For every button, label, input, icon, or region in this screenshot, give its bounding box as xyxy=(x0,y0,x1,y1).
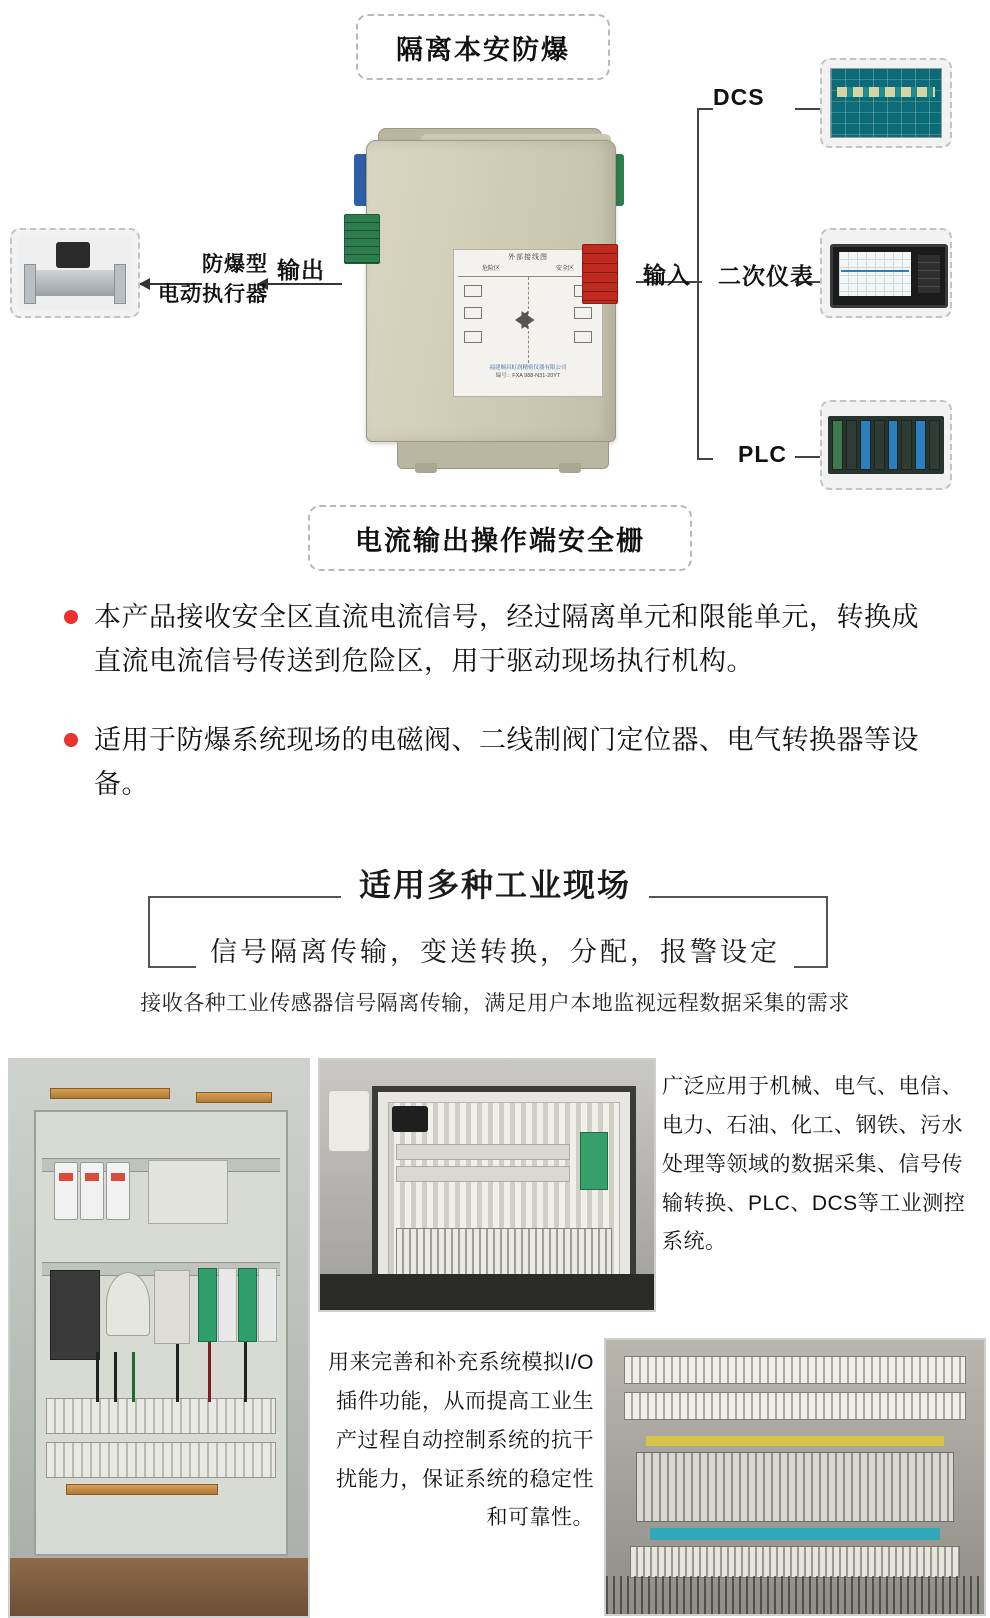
label-plc: PLC xyxy=(738,441,787,467)
bullet-item xyxy=(0,596,990,683)
wiring-schematic xyxy=(458,276,598,363)
schematic-box-1 xyxy=(464,285,482,297)
photo-junction-box xyxy=(318,1058,656,1312)
paperless-recorder-icon xyxy=(820,228,952,318)
schematic-box-5 xyxy=(574,307,592,319)
device-shell xyxy=(366,140,616,442)
wiring-label-code: 编号：FXA 988-N31-20YT xyxy=(495,372,561,379)
right-bracket xyxy=(697,108,713,460)
product-diagram xyxy=(0,0,990,590)
label-input: 输入 xyxy=(643,262,691,288)
output-terminal-block xyxy=(344,214,380,264)
input-terminal-block xyxy=(582,244,618,304)
device-foot-right xyxy=(559,463,581,473)
photo-control-cabinet xyxy=(8,1058,310,1618)
section-title: 适用多种工业现场 xyxy=(341,860,649,906)
product-name-pill: 电流输出操作端安全栅 xyxy=(308,505,692,571)
caption-middle: 用来完善和补充系统模拟I/O插件功能，从而提高工业生产过程自动控制系统的抗干扰能力，保证系统的稳定性和可靠性。 xyxy=(327,1351,594,1530)
device-foot-left xyxy=(415,463,437,473)
wiring-label-company: 福建顺昌虹润精密仪器有限公司 xyxy=(489,364,567,371)
title-pill: 隔离本安防爆 xyxy=(356,14,610,80)
bullet-dot-icon xyxy=(64,610,78,624)
label-output: 输出 xyxy=(277,257,325,283)
wiring-zone-hazard: 危险区 xyxy=(481,266,500,273)
explosion-proof-actuator-icon xyxy=(10,228,140,318)
photo-gallery xyxy=(0,1046,990,1618)
bullet-text: 本产品接收安全区直流电流信号，经过隔离单元和限能单元，转换成直流电流信号传送到危险区，用于驱动现场执行机构。 xyxy=(94,602,919,676)
label-instrument: 二次仪表 xyxy=(718,263,814,289)
amplifier-triangle-2-icon xyxy=(515,311,528,329)
schematic-box-2 xyxy=(464,307,482,319)
feature-bullets xyxy=(0,596,990,843)
label-actuator-line2: 电动执行器 xyxy=(158,283,268,307)
connector-line-dcs xyxy=(795,108,821,110)
section-description: 接收各种工业传感器信号隔离传输，满足用户本地监视远程数据采集的需求 xyxy=(140,992,850,1015)
plc-module-icon xyxy=(820,400,952,490)
section-subtitle: 信号隔离传输，变送转换，分配，报警设定 xyxy=(196,930,794,969)
label-actuator xyxy=(148,250,268,311)
connector-line-plc xyxy=(795,456,821,458)
safety-barrier-device xyxy=(344,118,634,448)
bullet-text: 适用于防爆系统现场的电磁阀、二线制阀门定位器、电气转换器等设备。 xyxy=(94,725,919,800)
device-wiring-label xyxy=(453,249,603,397)
bullet-item xyxy=(0,719,990,806)
application-section xyxy=(0,860,990,1017)
dcs-screen-icon xyxy=(820,58,952,148)
photo-terminal-panel xyxy=(604,1338,986,1616)
label-actuator-line1: 防爆型 xyxy=(202,253,268,276)
label-dcs: DCS xyxy=(713,84,765,110)
schematic-box-3 xyxy=(464,331,482,343)
schematic-box-6 xyxy=(574,331,592,343)
wiring-zone-safe: 安全区 xyxy=(555,266,574,273)
bullet-dot-icon xyxy=(64,733,78,747)
wiring-label-title: 外部接线图 xyxy=(508,254,548,261)
caption-right: 广泛应用于机械、电气、电信、电力、石油、化工、钢铁、污水处理等领域的数据采集、信号传输转换、PLC、DCS等工业测控系统。 xyxy=(662,1075,966,1254)
